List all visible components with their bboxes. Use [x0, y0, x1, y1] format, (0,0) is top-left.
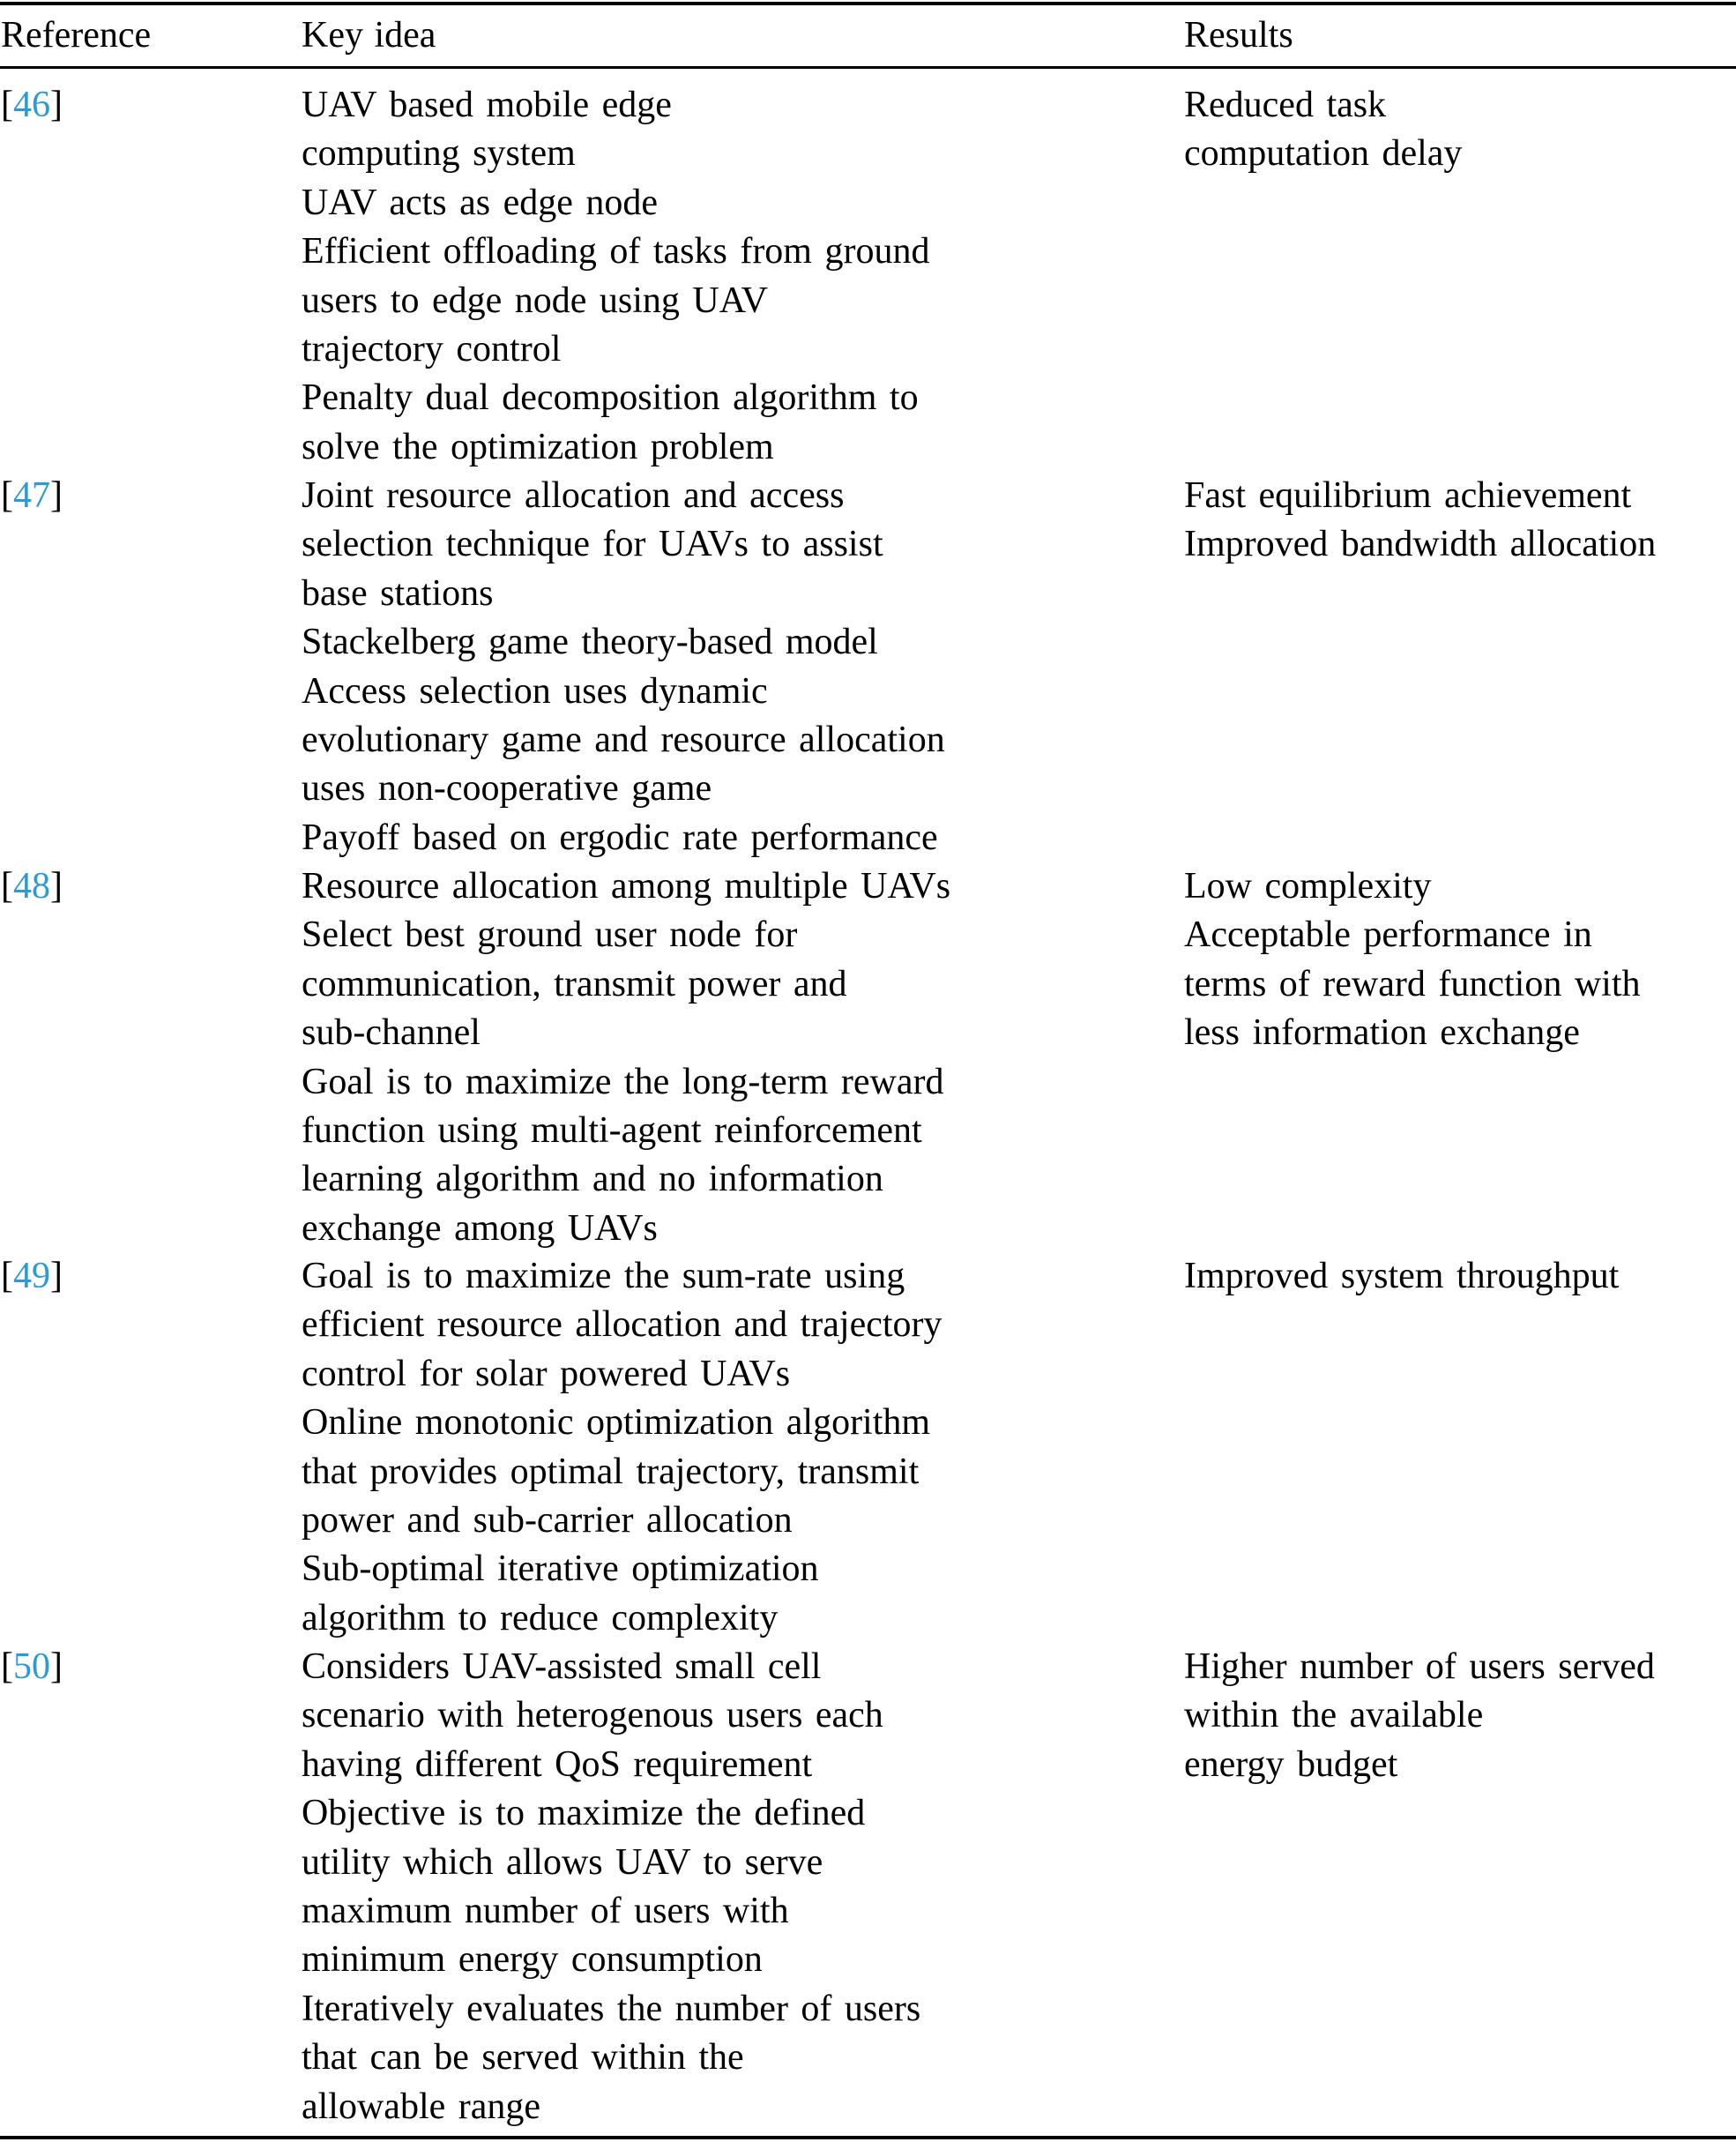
ref-open-bracket: [	[1, 1646, 13, 1687]
key-idea-line: learning algorithm and no information	[302, 1159, 883, 1200]
ref-open-bracket: [	[1, 85, 13, 125]
result-line: Improved bandwidth allocation	[1184, 524, 1657, 565]
key-idea-line: Penalty dual decomposition algorithm to	[302, 377, 919, 419]
key-idea-line: evolutionary game and resource allocation	[302, 720, 945, 761]
key-idea-line: control for solar powered UAVs	[302, 1353, 791, 1394]
table-bottom-rule	[0, 2136, 1736, 2139]
row-results	[1184, 862, 1641, 1058]
key-idea-line: Resource allocation among multiple UAVs	[302, 866, 951, 907]
key-idea-line: users to edge node using UAV	[302, 280, 769, 321]
header-results: Results	[1184, 15, 1293, 56]
key-idea-line: algorithm to reduce complexity	[302, 1597, 779, 1638]
ref-close-bracket: ]	[50, 475, 63, 516]
key-idea-line: having different QoS requirement	[302, 1743, 813, 1785]
row-key-idea	[302, 472, 945, 862]
result-line: less information exchange	[1184, 1012, 1580, 1054]
key-idea-line: Objective is to maximize the defined	[302, 1793, 866, 1834]
key-idea-line: Iteratively evaluates the number of users	[302, 1988, 921, 2029]
key-idea-line: that can be served within the	[302, 2037, 744, 2079]
reference-link[interactable]: 47	[13, 475, 50, 516]
key-idea-line: allowable range	[302, 2086, 541, 2127]
ref-open-bracket: [	[1, 866, 13, 907]
ref-close-bracket: ]	[50, 866, 63, 907]
key-idea-line: function using multi-agent reinforcement	[302, 1110, 922, 1152]
result-line: Acceptable performance in	[1184, 914, 1592, 956]
result-line: Improved system throughput	[1184, 1256, 1620, 1296]
row-reference	[1, 1643, 63, 1691]
key-idea-line: Access selection uses dynamic	[302, 670, 768, 712]
key-idea-line: computing system	[302, 133, 576, 175]
key-idea-line: communication, transmit power and	[302, 963, 847, 1004]
result-line: Reduced task	[1184, 85, 1387, 125]
row-results	[1184, 472, 1656, 570]
result-line: energy budget	[1184, 1743, 1398, 1785]
key-idea-line: Goal is to maximize the sum-rate using	[302, 1256, 905, 1296]
key-idea-line: Stackelberg game theory-based model	[302, 622, 878, 663]
key-idea-line: base stations	[302, 572, 494, 614]
row-reference	[1, 81, 63, 130]
result-line: Low complexity	[1184, 866, 1432, 907]
key-idea-line: maximum number of users with	[302, 1891, 789, 1932]
key-idea-line: Online monotonic optimization algorithm	[302, 1402, 931, 1444]
result-line: Fast equilibrium achievement	[1184, 475, 1632, 516]
table-top-rule	[0, 2, 1736, 5]
key-idea-line: Efficient offloading of tasks from ground	[302, 231, 930, 272]
key-idea-line: Select best ground user node for	[302, 914, 798, 956]
key-idea-line: trajectory control	[302, 329, 562, 370]
key-idea-line: Considers UAV-assisted small cell	[302, 1646, 822, 1687]
result-line: computation delay	[1184, 133, 1463, 175]
header-key-idea: Key idea	[302, 15, 436, 56]
ref-close-bracket: ]	[50, 1256, 63, 1296]
header-divider-rule	[0, 66, 1736, 69]
row-reference	[1, 472, 63, 520]
key-idea-line: Sub-optimal iterative optimization	[302, 1549, 819, 1590]
row-reference	[1, 862, 63, 911]
key-idea-line: minimum energy consumption	[302, 1939, 763, 1981]
row-results	[1184, 81, 1462, 179]
key-idea-line: scenario with heterogenous users each	[302, 1695, 883, 1736]
ref-open-bracket: [	[1, 1256, 13, 1296]
ref-close-bracket: ]	[50, 1646, 63, 1687]
key-idea-line: utility which allows UAV to serve	[302, 1841, 823, 1883]
reference-link[interactable]: 49	[13, 1256, 50, 1296]
result-line: terms of reward function with	[1184, 963, 1641, 1004]
key-idea-line: Joint resource allocation and access	[302, 475, 845, 516]
key-idea-line: Payoff based on ergodic rate performance	[302, 817, 938, 858]
key-idea-line: Goal is to maximize the long-term reward	[302, 1061, 944, 1102]
key-idea-line: selection technique for UAVs to assist	[302, 524, 883, 565]
key-idea-line: UAV based mobile edge	[302, 85, 672, 125]
row-key-idea	[302, 1643, 920, 2131]
ref-open-bracket: [	[1, 475, 13, 516]
key-idea-line: UAV acts as edge node	[302, 182, 659, 223]
key-idea-line: solve the optimization problem	[302, 426, 774, 467]
row-key-idea	[302, 862, 950, 1253]
key-idea-line: uses non-cooperative game	[302, 768, 712, 810]
key-idea-line: exchange among UAVs	[302, 1207, 658, 1249]
reference-link[interactable]: 50	[13, 1646, 50, 1687]
reference-link[interactable]: 46	[13, 85, 50, 125]
ref-close-bracket: ]	[50, 85, 63, 125]
reference-link[interactable]: 48	[13, 866, 50, 907]
row-key-idea	[302, 81, 929, 472]
key-idea-line: efficient resource allocation and trajectory	[302, 1304, 943, 1346]
row-results	[1184, 1643, 1655, 1789]
result-line: within the available	[1184, 1695, 1484, 1736]
row-key-idea	[302, 1252, 943, 1643]
row-reference	[1, 1252, 63, 1301]
result-line: Higher number of users served	[1184, 1646, 1655, 1687]
key-idea-line: power and sub-carrier allocation	[302, 1500, 793, 1541]
key-idea-line: sub-channel	[302, 1012, 481, 1054]
key-idea-line: that provides optimal trajectory, transmit	[302, 1451, 920, 1492]
header-reference: Reference	[1, 15, 152, 56]
row-results	[1184, 1252, 1619, 1301]
